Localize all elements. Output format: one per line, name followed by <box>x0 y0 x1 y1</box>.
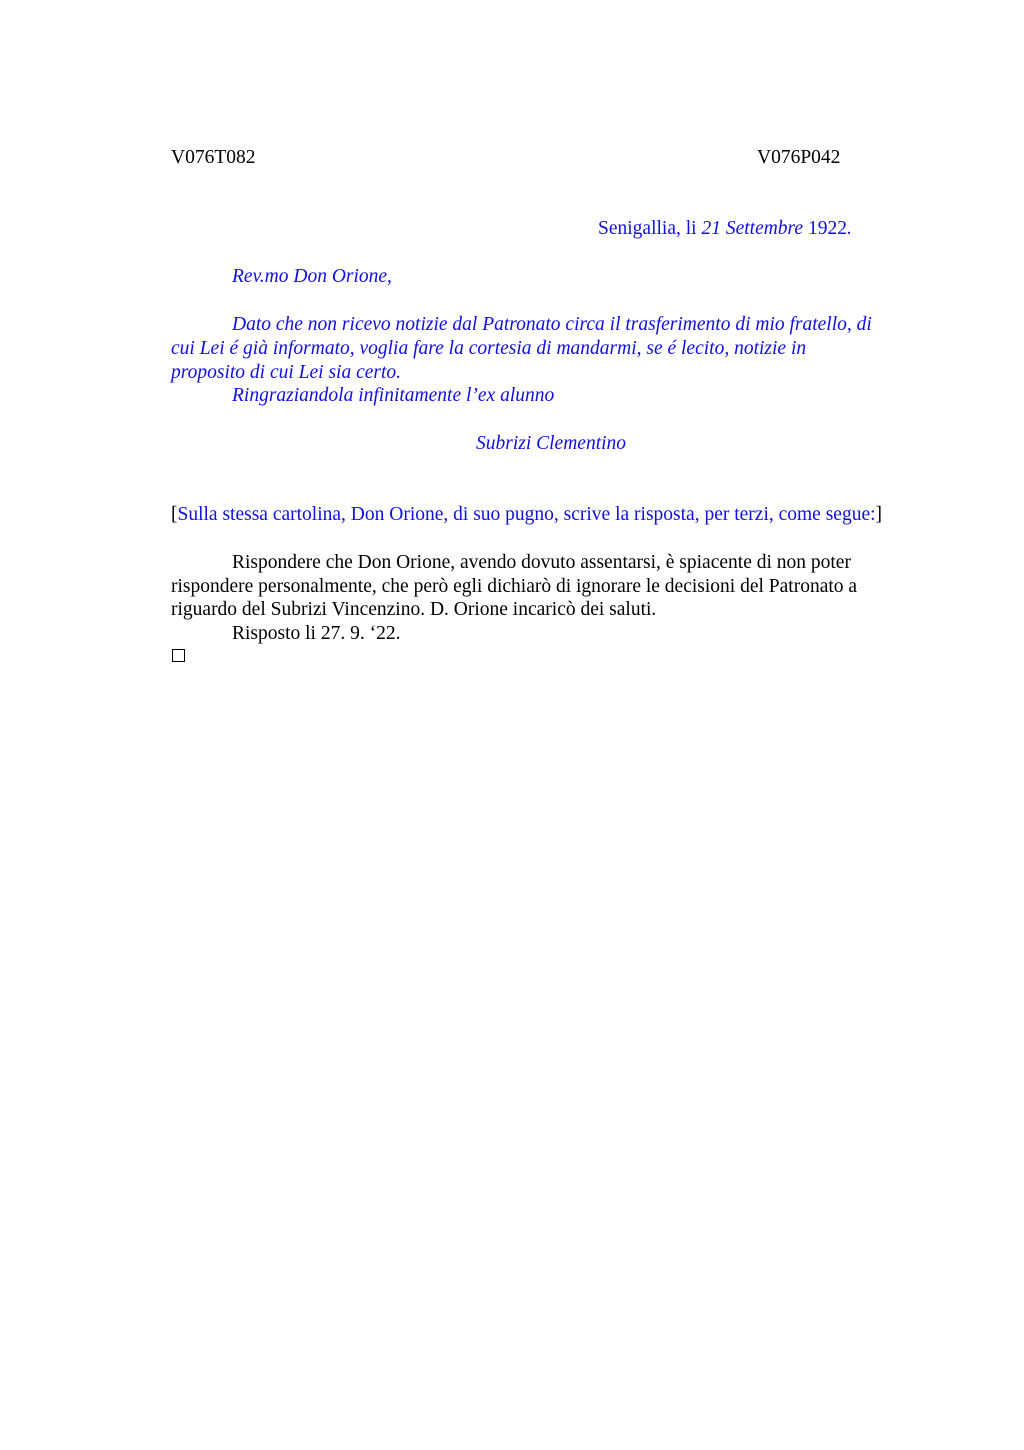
date-year: 1922 <box>803 218 847 239</box>
letter-signature: Subrizi Clementino <box>476 433 627 454</box>
letter-body-line: cui Lei é già informato, voglia fare la cortesia di mandarmi, se é lecito, notizie in <box>171 338 807 359</box>
editorial-note <box>171 504 882 526</box>
letter-body-line: Dato che non ricevo notizie dal Patronato circa il trasferimento di mio fratello, di <box>232 314 872 335</box>
date-end: . <box>846 218 852 239</box>
reply-line: riguardo del Subrizi Vincenzino. D. Orione incaricò dei saluti. <box>171 599 657 620</box>
reply-answered-date: Risposto li 27. 9. ‘22. <box>232 623 401 644</box>
letter-closing: Ringraziandola infinitamente l’ex alunno <box>232 385 555 406</box>
letter-date <box>598 218 852 240</box>
letter-body-line: proposito di cui Lei sia certo. <box>171 362 402 383</box>
reply-line: rispondere personalmente, che però egli dichiarò di ignorare le decisioni del Patronato a <box>171 576 858 597</box>
note-text: Sulla stessa cartolina, Don Orione, di suo pugno, scrive la risposta, per terzi, come segue: <box>177 504 876 525</box>
document-code-left: V076T082 <box>171 147 256 168</box>
note-close-bracket: ] <box>875 504 883 525</box>
end-of-document-box <box>172 649 185 662</box>
letter-salutation: Rev.mo Don Orione, <box>232 266 392 287</box>
date-place: Senigallia, li <box>598 218 702 239</box>
reply-line: Rispondere che Don Orione, avendo dovuto assentarsi, è spiacente di non poter <box>232 552 851 573</box>
date-day-month: 21 Settembre <box>701 218 804 239</box>
document-code-right: V076P042 <box>757 147 841 168</box>
note-open-bracket: [ <box>171 504 178 525</box>
